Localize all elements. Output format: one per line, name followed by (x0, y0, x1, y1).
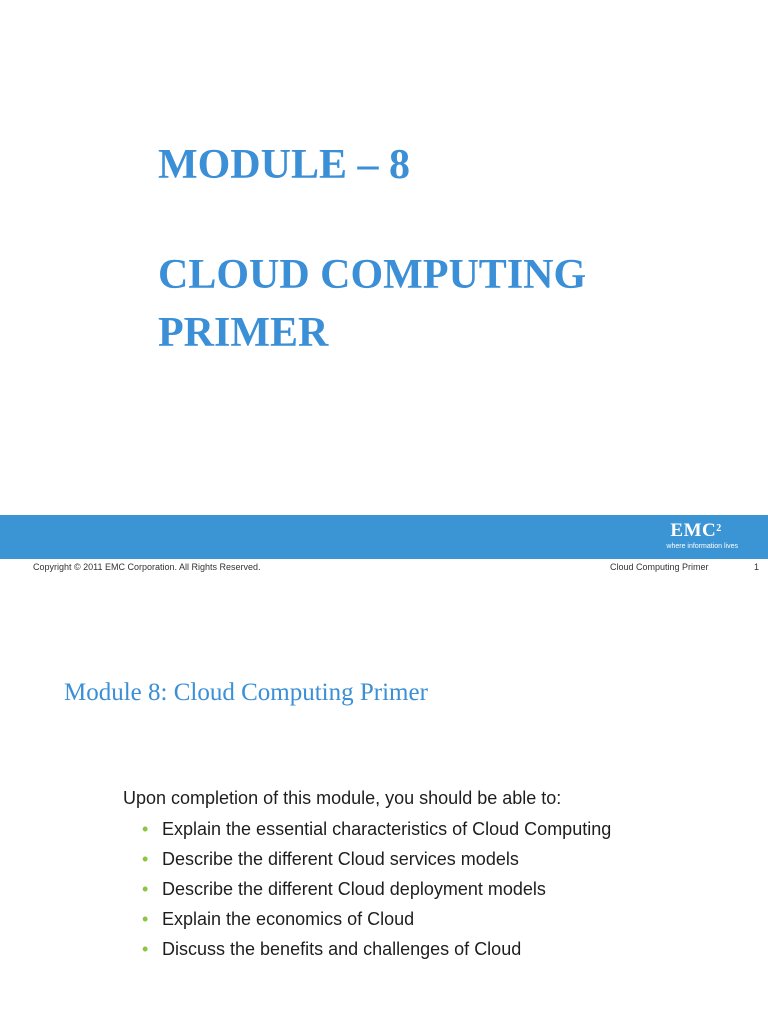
slide-title-line-1: CLOUD COMPUTING (158, 252, 587, 298)
slide-title-line-2: PRIMER (158, 310, 329, 356)
footer-slide-title: Cloud Computing Primer (610, 562, 709, 572)
copyright-text: Copyright © 2011 EMC Corporation. All Rights Reserved. (33, 562, 261, 572)
emc-wordmark: EMC$^2$ (670, 520, 722, 541)
slide-heading: Module 8: Cloud Computing Primer (64, 679, 428, 706)
objective-text: Describe the different Cloud services models (162, 849, 519, 869)
intro-text: Upon completion of this module, you should be able to: (123, 788, 562, 808)
bullet-icon: • (142, 819, 149, 839)
page-number: 1 (754, 562, 760, 572)
objective-text: Discuss the benefits and challenges of Cloud (162, 939, 522, 959)
bullet-icon: • (142, 849, 149, 869)
emc-tagline: where information lives (666, 543, 738, 550)
bullet-icon: • (142, 939, 149, 959)
slide-title-module: MODULE – 8 (158, 142, 410, 188)
objective-text: Explain the economics of Cloud (162, 909, 415, 929)
bullet-icon: • (142, 909, 149, 929)
emc-logo (666, 520, 738, 551)
objective-text: Describe the different Cloud deployment models (162, 879, 546, 899)
footer-banner (0, 515, 768, 559)
objective-text: Explain the essential characteristics of Cloud Computing (162, 819, 612, 839)
bullet-icon: • (142, 879, 149, 899)
